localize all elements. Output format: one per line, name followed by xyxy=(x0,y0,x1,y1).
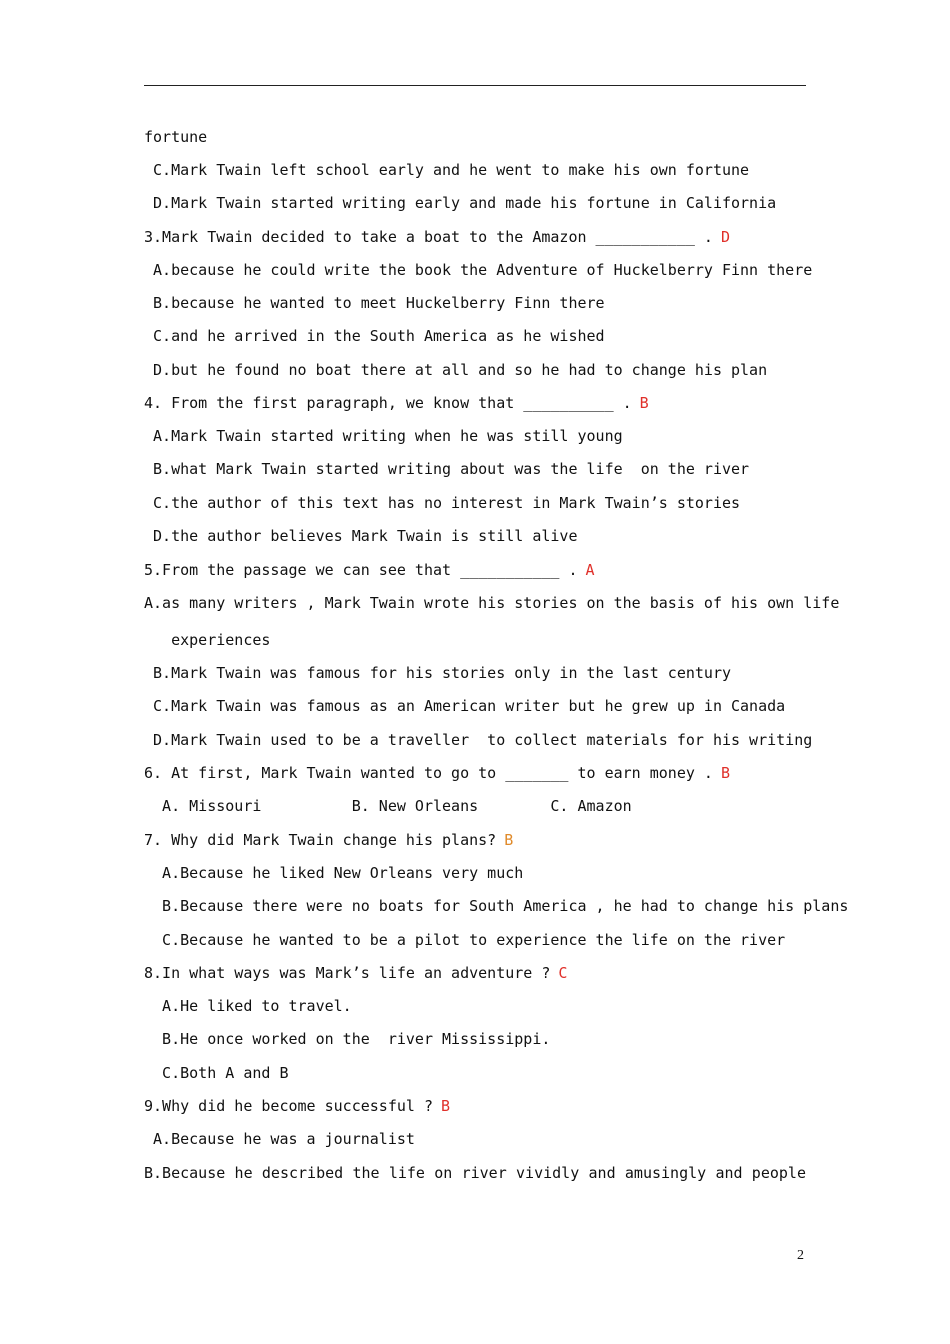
text-line xyxy=(144,897,848,915)
line-text: A.because he could write the book the Adventure of Huckelberry Finn there xyxy=(144,261,813,279)
line-text: experiences xyxy=(144,631,271,649)
text-line xyxy=(144,1164,806,1182)
answer-key: A xyxy=(585,561,595,579)
line-text: A.as many writers , Mark Twain wrote his stories on the basis of his own life xyxy=(144,594,840,612)
text-line xyxy=(144,594,840,612)
text-line xyxy=(144,161,749,179)
answer-key: B xyxy=(639,394,649,412)
line-text: 8.In what ways was Mark’s life an adventure ? xyxy=(144,964,551,982)
page-number: 2 xyxy=(797,1248,804,1263)
text-line xyxy=(144,631,270,649)
question-line xyxy=(144,964,567,982)
line-text: fortune xyxy=(144,128,208,146)
text-line xyxy=(144,261,812,279)
header-rule xyxy=(144,85,806,86)
answer-key: B xyxy=(720,764,730,782)
text-line xyxy=(144,931,785,949)
text-line xyxy=(144,997,352,1015)
line-text: C.Because he wanted to be a pilot to experience the life on the river xyxy=(144,931,786,949)
line-text: 6. At first, Mark Twain wanted to go to _______ to earn money . xyxy=(144,764,713,782)
text-line xyxy=(144,494,740,512)
line-text: 4. From the first paragraph, we know that __________ . xyxy=(144,394,632,412)
text-line xyxy=(144,864,523,882)
text-line xyxy=(144,460,749,478)
answer-key: B xyxy=(504,831,514,849)
text-line xyxy=(144,361,767,379)
text-line xyxy=(144,128,207,146)
line-text: B.what Mark Twain started writing about was the life on the river xyxy=(144,460,750,478)
text-line xyxy=(144,527,577,545)
line-text: 9.Why did he become successful ? xyxy=(144,1097,433,1115)
line-text: D.Mark Twain used to be a traveller to collect materials for his writing xyxy=(144,731,813,749)
line-text: A.He liked to travel. xyxy=(144,997,352,1015)
text-line xyxy=(144,294,605,312)
text-line xyxy=(144,1130,415,1148)
line-text: A.Mark Twain started writing when he was still young xyxy=(144,427,623,445)
text-line xyxy=(144,1064,289,1082)
line-text: 5.From the passage we can see that ___________ . xyxy=(144,561,578,579)
text-line xyxy=(144,194,776,212)
line-text: 7. Why did Mark Twain change his plans? xyxy=(144,831,497,849)
line-text: C.the author of this text has no interest in Mark Twain’s stories xyxy=(144,494,741,512)
line-text: C.Mark Twain left school early and he went to make his own fortune xyxy=(144,161,750,179)
answer-key: C xyxy=(558,964,568,982)
line-text: B.Because he described the life on river vividly and amusingly and people xyxy=(144,1164,806,1182)
line-text: A. Missouri B. New Orleans C. Amazon xyxy=(144,797,632,815)
line-text: D.Mark Twain started writing early and made his fortune in California xyxy=(144,194,777,212)
question-line xyxy=(144,394,649,412)
line-text: C.Both A and B xyxy=(144,1064,289,1082)
line-text: A.Because he was a journalist xyxy=(144,1130,415,1148)
line-text: D.but he found no boat there at all and so he had to change his plan xyxy=(144,361,768,379)
text-line xyxy=(144,731,812,749)
question-line xyxy=(144,831,513,849)
question-line xyxy=(144,1097,450,1115)
text-line xyxy=(144,797,632,815)
text-line xyxy=(144,664,731,682)
text-line xyxy=(144,427,623,445)
line-text: A.Because he liked New Orleans very much xyxy=(144,864,524,882)
line-text: B.because he wanted to meet Huckelberry Finn there xyxy=(144,294,605,312)
question-line xyxy=(144,228,730,246)
line-text: B.He once worked on the river Mississippi. xyxy=(144,1030,551,1048)
question-line xyxy=(144,561,595,579)
line-text: D.the author believes Mark Twain is still alive xyxy=(144,527,578,545)
text-line xyxy=(144,1030,550,1048)
answer-key: D xyxy=(720,228,730,246)
line-text: 3.Mark Twain decided to take a boat to the Amazon ___________ . xyxy=(144,228,713,246)
line-text: C.Mark Twain was famous as an American writer but he grew up in Canada xyxy=(144,697,786,715)
text-line xyxy=(144,697,785,715)
answer-key: B xyxy=(440,1097,451,1115)
line-text: B.Mark Twain was famous for his stories only in the last century xyxy=(144,664,731,682)
line-text: B.Because there were no boats for South America , he had to change his plans xyxy=(144,897,849,915)
line-text: C.and he arrived in the South America as he wished xyxy=(144,327,605,345)
question-line xyxy=(144,764,730,782)
text-line xyxy=(144,327,605,345)
